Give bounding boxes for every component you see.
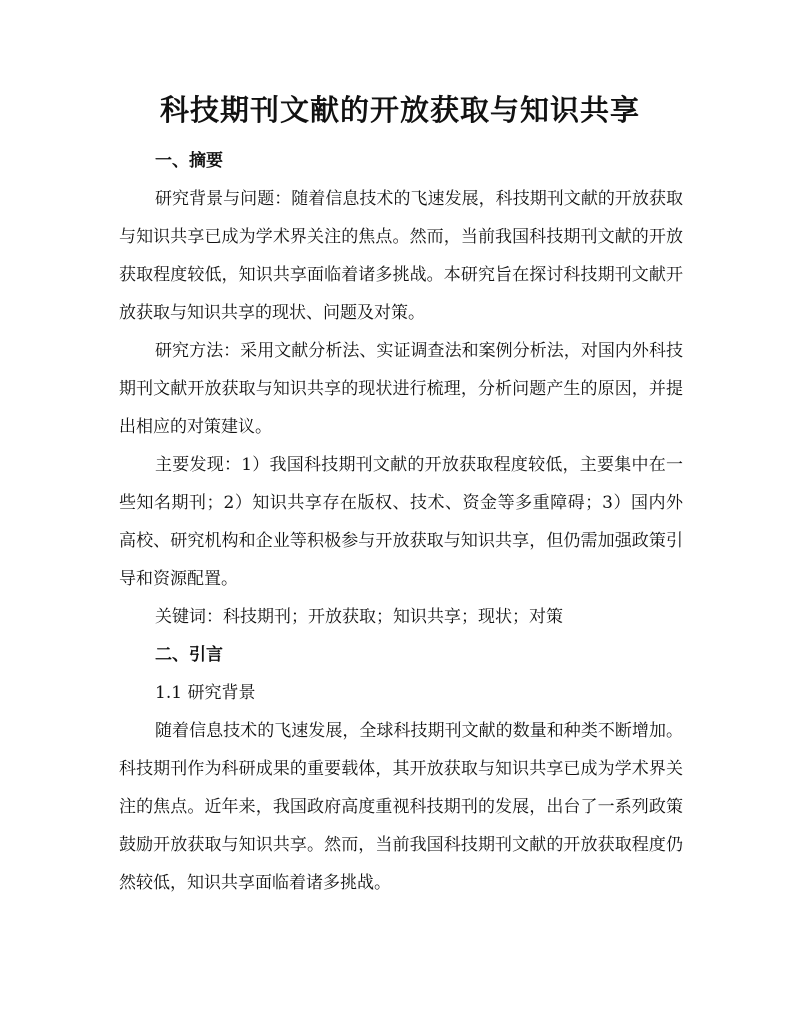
section-heading-abstract: 一、摘要 (155, 151, 223, 171)
document-title: 科技期刊文献的开放获取与知识共享 (159, 93, 640, 127)
abstract-background-paragraph: 研究背景与问题：随着信息技术的飞速发展，科技期刊文献的开放获取与知识共享已成为学术界关注的焦点。然而，当前我国科技期刊文献的开放获取程度较低，知识共享面临着诸多挑战。本研究旨在探讨科技期刊文献开放获取与知识共享的现状、问题及对策。 (119, 189, 683, 323)
intro-background-paragraph: 随着信息技术的飞速发展，全球科技期刊文献的数量和种类不断增加。科技期刊作为科研成果的重要载体，其开放获取与知识共享已成为学术界关注的焦点。近年来，我国政府高度重视科技期刊的发展，出台了一系列政策鼓励开放获取与知识共享。然而，当前我国科技期刊文献的开放获取程度仍然较低，知识共享面临着诸多挑战。 (119, 721, 683, 893)
abstract-method-paragraph: 研究方法：采用文献分析法、实证调查法和案例分析法，对国内外科技期刊文献开放获取与知识共享的现状进行梳理，分析问题产生的原因，并提出相应的对策建议。 (119, 341, 683, 437)
subsection-heading-background: 1.1 研究背景 (155, 683, 256, 703)
document-body (119, 142, 683, 902)
abstract-findings-paragraph: 主要发现：1）我国科技期刊文献的开放获取程度较低，主要集中在一些知名期刊；2）知识共享存在版权、技术、资金等多重障碍；3）国内外高校、研究机构和企业等积极参与开放获取与知识共享，但仍需加强政策引导和资源配置。 (119, 455, 683, 589)
keywords-line: 关键词：科技期刊；开放获取；知识共享；现状；对策 (155, 607, 563, 627)
section-heading-introduction: 二、引言 (155, 645, 223, 665)
